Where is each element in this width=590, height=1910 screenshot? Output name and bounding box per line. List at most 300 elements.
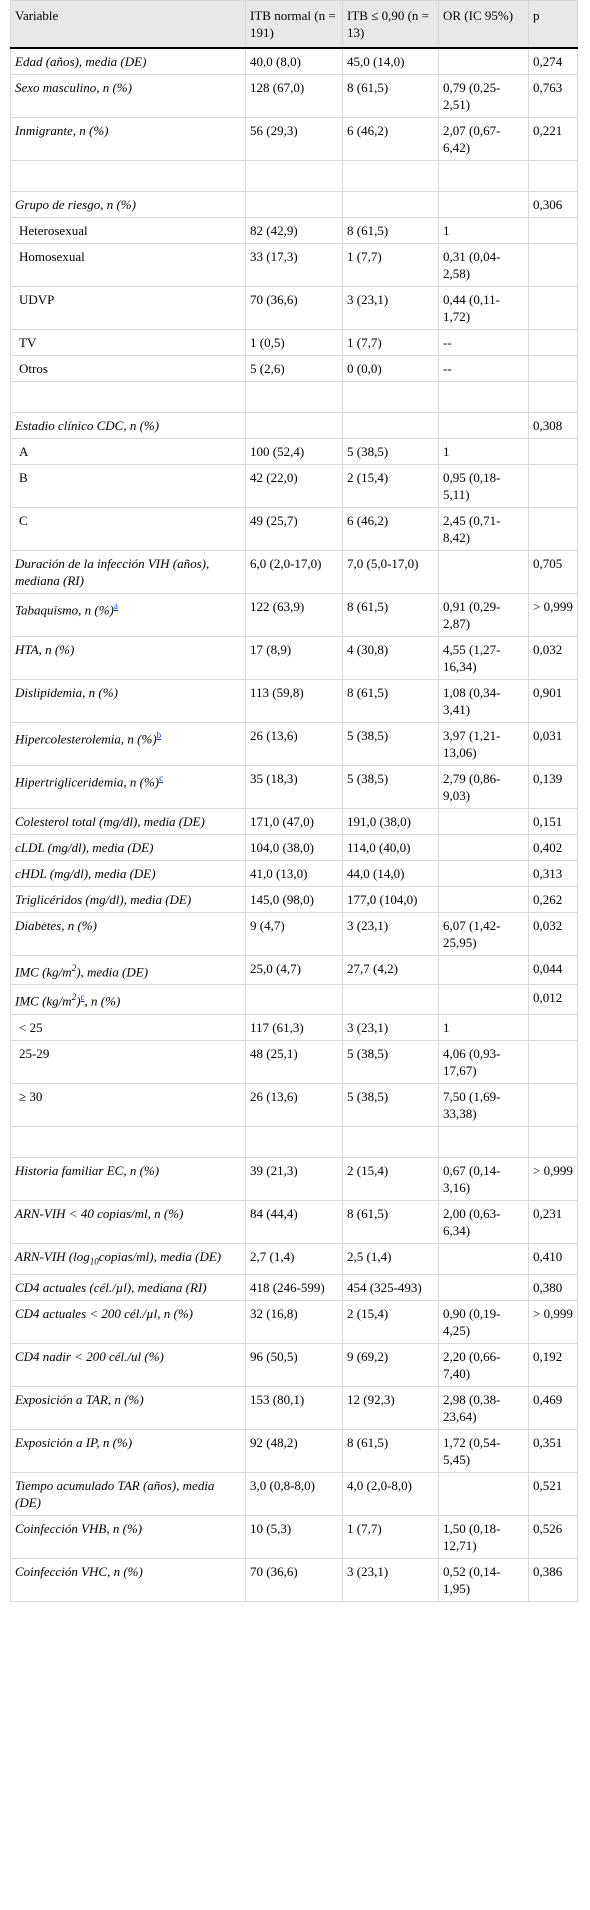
value-cell-c5: 0,221: [529, 118, 578, 161]
value-cell-c2: 418 (246-599): [246, 1275, 343, 1301]
value-cell-c5: 0,313: [529, 861, 578, 887]
value-cell-c5: 0,386: [529, 1559, 578, 1602]
value-cell-c4: 6,07 (1,42-25,95): [439, 913, 529, 956]
value-cell-c3: 8 (61,5): [343, 1430, 439, 1473]
value-cell-c3: 9 (69,2): [343, 1344, 439, 1387]
variable-label: ARN-VIH (log: [15, 1248, 90, 1264]
table-row: [11, 861, 578, 887]
variable-cell: [11, 1430, 246, 1473]
variable-cell: [11, 985, 246, 1014]
variable-cell: [11, 835, 246, 861]
variable-label: Diabetes, n (%): [15, 918, 97, 933]
empty-cell: [343, 382, 439, 413]
variable-label: Hipercolesterolemia: [15, 731, 121, 747]
variable-cell: [11, 1014, 246, 1040]
empty-cell: [343, 1126, 439, 1157]
table-row: [11, 356, 578, 382]
variable-cell: [11, 287, 246, 330]
variable-label: cLDL (mg/dl), media (DE): [15, 840, 154, 855]
value-cell-c4: [439, 956, 529, 985]
value-cell-c2: 128 (67,0): [246, 75, 343, 118]
value-cell-c5: 0,012: [529, 985, 578, 1014]
value-cell-c5: 0,044: [529, 956, 578, 985]
value-cell-c3: 191,0 (38,0): [343, 809, 439, 835]
header-p: p: [529, 1, 578, 49]
spacer-row: [11, 1126, 578, 1157]
table-row: [11, 1040, 578, 1083]
value-cell-c5: [529, 1040, 578, 1083]
variable-label: CD4 nadir < 200 cél./ul (%): [15, 1349, 164, 1365]
value-cell-c3: 6 (46,2): [343, 118, 439, 161]
variable-cell: [11, 356, 246, 382]
value-cell-c3: 8 (61,5): [343, 680, 439, 723]
value-cell-c3: 2 (15,4): [343, 1157, 439, 1200]
value-cell-c2: 113 (59,8): [246, 680, 343, 723]
value-cell-c2: 32 (16,8): [246, 1301, 343, 1344]
variable-cell: [11, 1559, 246, 1602]
value-cell-c5: [529, 508, 578, 551]
value-cell-c3: 45,0 (14,0): [343, 48, 439, 75]
variable-label: Hipertrigliceridemia: [15, 774, 124, 790]
spacer-row: [11, 382, 578, 413]
value-cell-c2: 153 (80,1): [246, 1387, 343, 1430]
variable-fn: b: [156, 730, 162, 740]
variable-label: Otros: [19, 361, 48, 376]
table-row: [11, 465, 578, 508]
value-cell-c4: [439, 48, 529, 75]
variable-label: Exposición a IP, n (%): [15, 1435, 133, 1451]
value-cell-c5: 0,151: [529, 809, 578, 835]
value-cell-c2: 96 (50,5): [246, 1344, 343, 1387]
value-cell-c3: 27,7 (4,2): [343, 956, 439, 985]
value-cell-c2: 70 (36,6): [246, 1559, 343, 1602]
value-cell-c4: [439, 1473, 529, 1516]
value-cell-c2: [246, 192, 343, 218]
table-row: [11, 637, 578, 680]
empty-cell: [246, 382, 343, 413]
table-row: [11, 1243, 578, 1275]
variable-cell: [11, 913, 246, 956]
variable-fn: c: [159, 773, 164, 783]
table-row: [11, 835, 578, 861]
variable-cell: [11, 1243, 246, 1275]
variable-cell: [11, 192, 246, 218]
value-cell-c2: 35 (18,3): [246, 766, 343, 809]
value-cell-c4: [439, 1243, 529, 1275]
value-cell-c5: 0,380: [529, 1275, 578, 1301]
variable-pw: 2: [71, 992, 77, 1003]
value-cell-c2: 117 (61,3): [246, 1014, 343, 1040]
variable-cell: [11, 887, 246, 913]
variable-label: Historia familiar EC, n (%): [15, 1162, 160, 1178]
table-row: [11, 244, 578, 287]
value-cell-c2: 26 (13,6): [246, 1083, 343, 1126]
table-row: [11, 1387, 578, 1430]
variable-cell: [11, 218, 246, 244]
value-cell-c5: [529, 218, 578, 244]
variable-cell: [11, 809, 246, 835]
variable-label: Heterosexual: [19, 223, 88, 238]
value-cell-c2: [246, 985, 343, 1014]
variable-cell: [11, 413, 246, 439]
variable-label: TV: [19, 335, 37, 350]
value-cell-c4: [439, 861, 529, 887]
value-cell-c3: 12 (92,3): [343, 1387, 439, 1430]
value-cell-c4: 1,50 (0,18-12,71): [439, 1516, 529, 1559]
variable-after: , n (%): [78, 602, 114, 618]
value-cell-c3: 7,0 (5,0-17,0): [343, 551, 439, 594]
value-cell-c5: [529, 287, 578, 330]
variable-cell: [11, 508, 246, 551]
value-cell-c5: 0,705: [529, 551, 578, 594]
variable-after: , n (%): [120, 731, 157, 747]
variable-cell: [11, 1301, 246, 1344]
variable-label: IMC (kg/m: [15, 993, 72, 1009]
variable-label: Sexo masculino, n (%): [15, 80, 132, 95]
empty-cell: [343, 161, 439, 192]
value-cell-c2: 10 (5,3): [246, 1516, 343, 1559]
value-cell-c2: 3,0 (0,8-8,0): [246, 1473, 343, 1516]
empty-cell: [246, 161, 343, 192]
value-cell-c3: 8 (61,5): [343, 218, 439, 244]
value-cell-c4: 7,50 (1,69-33,38): [439, 1083, 529, 1126]
variable-label: Coinfección VHC, n (%): [15, 1564, 143, 1580]
value-cell-c3: 8 (61,5): [343, 1200, 439, 1243]
variable-cell: [11, 956, 246, 985]
value-cell-c3: [343, 985, 439, 1014]
value-cell-c5: 0,526: [529, 1516, 578, 1559]
table-row: [11, 723, 578, 766]
empty-cell: [529, 161, 578, 192]
table-row: [11, 287, 578, 330]
table-row: [11, 594, 578, 637]
variable-label: Coinfección VHB, n (%): [15, 1521, 143, 1537]
value-cell-c3: 1 (7,7): [343, 330, 439, 356]
variable-cell: [11, 680, 246, 723]
header-variable: Variable: [11, 1, 246, 49]
value-cell-c5: 0,231: [529, 1200, 578, 1243]
variable-fn: c: [80, 992, 85, 1003]
table-row: [11, 218, 578, 244]
value-cell-c4: 0,90 (0,19-4,25): [439, 1301, 529, 1344]
value-cell-c5: 0,521: [529, 1473, 578, 1516]
variable-label: Dislipidemia, n (%): [15, 685, 118, 700]
variable-label: CD4 actuales (cél./µl), mediana (RI): [15, 1280, 207, 1296]
value-cell-c5: 0,262: [529, 887, 578, 913]
value-cell-c4: 0,67 (0,14-3,16): [439, 1157, 529, 1200]
variable-cell: [11, 439, 246, 465]
value-cell-c5: 0,410: [529, 1243, 578, 1275]
table-row: [11, 809, 578, 835]
value-cell-c5: 0,192: [529, 1344, 578, 1387]
value-cell-c3: 6 (46,2): [343, 508, 439, 551]
value-cell-c3: 1 (7,7): [343, 244, 439, 287]
value-cell-c4: 2,20 (0,66-7,40): [439, 1344, 529, 1387]
value-cell-c2: 9 (4,7): [246, 913, 343, 956]
value-cell-c3: 5 (38,5): [343, 1040, 439, 1083]
value-cell-c5: > 0,999: [529, 1301, 578, 1344]
value-cell-c3: 3 (23,1): [343, 1014, 439, 1040]
variable-cell: [11, 75, 246, 118]
value-cell-c5: 0,306: [529, 192, 578, 218]
value-cell-c4: [439, 413, 529, 439]
table-row: [11, 1430, 578, 1473]
empty-cell: [529, 1126, 578, 1157]
value-cell-c3: 8 (61,5): [343, 75, 439, 118]
variable-cell: [11, 1516, 246, 1559]
variable-after: , n (%): [123, 774, 160, 790]
table-row: [11, 680, 578, 723]
empty-cell: [11, 382, 246, 413]
header-itb-normal: ITB normal (n = 191): [246, 1, 343, 49]
value-cell-c5: 0,901: [529, 680, 578, 723]
value-cell-c4: 1: [439, 439, 529, 465]
table-row: [11, 48, 578, 75]
value-cell-c4: [439, 985, 529, 1014]
value-cell-c5: 0,274: [529, 48, 578, 75]
variable-pw: 2: [71, 963, 77, 973]
value-cell-c2: 171,0 (47,0): [246, 809, 343, 835]
variable-label: Triglicéridos (mg/dl), media (DE): [15, 892, 192, 907]
value-cell-c5: 0,469: [529, 1387, 578, 1430]
table-row: [11, 118, 578, 161]
value-cell-c4: 1,72 (0,54-5,45): [439, 1430, 529, 1473]
variable-cell: [11, 244, 246, 287]
table-row: [11, 1275, 578, 1301]
value-cell-c2: 100 (52,4): [246, 439, 343, 465]
value-cell-c4: 2,79 (0,86-9,03): [439, 766, 529, 809]
value-cell-c4: [439, 887, 529, 913]
variable-cell: [11, 1200, 246, 1243]
value-cell-c3: 5 (38,5): [343, 723, 439, 766]
variable-cell: [11, 1344, 246, 1387]
variable-after: ), media (DE): [76, 964, 149, 980]
table-body: [11, 48, 578, 1602]
value-cell-c3: 4,0 (2,0-8,0): [343, 1473, 439, 1516]
value-cell-c5: 0,763: [529, 75, 578, 118]
table-row: [11, 1301, 578, 1344]
value-cell-c3: 5 (38,5): [343, 766, 439, 809]
value-cell-c4: 1: [439, 1014, 529, 1040]
variable-label: Inmigrante, n (%): [15, 123, 109, 138]
value-cell-c4: 4,55 (1,27-16,34): [439, 637, 529, 680]
value-cell-c3: 5 (38,5): [343, 1083, 439, 1126]
value-cell-c5: [529, 1083, 578, 1126]
value-cell-c4: 4,06 (0,93-17,67): [439, 1040, 529, 1083]
table-row: [11, 985, 578, 1014]
variable-cell: [11, 723, 246, 766]
data-table: [10, 0, 578, 1602]
table-row: [11, 766, 578, 809]
variable-label: Grupo de riesgo, n (%): [15, 197, 136, 212]
value-cell-c2: 39 (21,3): [246, 1157, 343, 1200]
table-row: [11, 1014, 578, 1040]
variable-cell: [11, 465, 246, 508]
table-row: [11, 1516, 578, 1559]
value-cell-c3: 1 (7,7): [343, 1516, 439, 1559]
value-cell-c4: 3,97 (1,21-13,06): [439, 723, 529, 766]
value-cell-c2: 82 (42,9): [246, 218, 343, 244]
value-cell-c5: 0,308: [529, 413, 578, 439]
value-cell-c5: [529, 439, 578, 465]
header-or: OR (IC 95%): [439, 1, 529, 49]
variable-label: Duración de la infección VIH (años), mediana (RI): [15, 556, 210, 588]
value-cell-c2: 1 (0,5): [246, 330, 343, 356]
value-cell-c3: 8 (61,5): [343, 594, 439, 637]
variable-cell: [11, 118, 246, 161]
table-row: [11, 1559, 578, 1602]
value-cell-c2: 84 (44,4): [246, 1200, 343, 1243]
value-cell-c2: 25,0 (4,7): [246, 956, 343, 985]
value-cell-c5: [529, 244, 578, 287]
value-cell-c4: 0,79 (0,25-2,51): [439, 75, 529, 118]
value-cell-c3: [343, 192, 439, 218]
variable-after2: , n (%): [84, 993, 121, 1009]
value-cell-c2: 33 (17,3): [246, 244, 343, 287]
value-cell-c3: 114,0 (40,0): [343, 835, 439, 861]
spacer-row: [11, 161, 578, 192]
variable-label: Exposición a TAR, n (%): [15, 1392, 144, 1408]
table-row: [11, 887, 578, 913]
variable-label: CD4 actuales < 200 cél./µl, n (%): [15, 1306, 194, 1322]
value-cell-c2: 122 (63,9): [246, 594, 343, 637]
value-cell-c3: 5 (38,5): [343, 439, 439, 465]
table-row: [11, 1344, 578, 1387]
table-row: [11, 551, 578, 594]
empty-cell: [439, 1126, 529, 1157]
table-row: [11, 913, 578, 956]
table-row: [11, 1157, 578, 1200]
variable-label: < 25: [19, 1019, 43, 1035]
value-cell-c2: 70 (36,6): [246, 287, 343, 330]
value-cell-c5: 0,139: [529, 766, 578, 809]
variable-label: A: [19, 444, 29, 459]
value-cell-c5: [529, 356, 578, 382]
variable-label: Edad (años), media (DE): [15, 54, 147, 69]
variable-label: 25-29: [19, 1045, 50, 1061]
value-cell-c3: 2 (15,4): [343, 1301, 439, 1344]
variable-label: Colesterol total (mg/dl), media (DE): [15, 814, 205, 829]
value-cell-c2: 56 (29,3): [246, 118, 343, 161]
table-row: [11, 956, 578, 985]
value-cell-c3: 3 (23,1): [343, 1559, 439, 1602]
table-row: [11, 192, 578, 218]
variable-label: C: [19, 513, 28, 528]
value-cell-c4: 0,95 (0,18-5,11): [439, 465, 529, 508]
variable-cell: [11, 1157, 246, 1200]
value-cell-c4: [439, 809, 529, 835]
value-cell-c3: [343, 413, 439, 439]
empty-cell: [11, 161, 246, 192]
value-cell-c2: [246, 413, 343, 439]
value-cell-c3: 454 (325-493): [343, 1275, 439, 1301]
variable-label: Homosexual: [19, 249, 85, 264]
value-cell-c3: 2 (15,4): [343, 465, 439, 508]
empty-cell: [11, 1126, 246, 1157]
variable-cell: [11, 861, 246, 887]
variable-label: ≥ 30: [19, 1088, 43, 1104]
empty-cell: [529, 382, 578, 413]
variable-label: Estadio clínico CDC, n (%): [15, 418, 160, 433]
value-cell-c5: [529, 1014, 578, 1040]
value-cell-c4: 0,91 (0,29-2,87): [439, 594, 529, 637]
variable-label: B: [19, 470, 28, 485]
value-cell-c3: 44,0 (14,0): [343, 861, 439, 887]
value-cell-c4: 1,08 (0,34-3,41): [439, 680, 529, 723]
variable-label: IMC (kg/m: [15, 964, 72, 980]
variable-cell: [11, 1083, 246, 1126]
variable-cell: [11, 766, 246, 809]
value-cell-c5: 0,402: [529, 835, 578, 861]
value-cell-c4: [439, 192, 529, 218]
value-cell-c5: > 0,999: [529, 594, 578, 637]
variable-cell: [11, 1387, 246, 1430]
value-cell-c4: --: [439, 356, 529, 382]
value-cell-c4: 0,44 (0,11-1,72): [439, 287, 529, 330]
value-cell-c5: 0,351: [529, 1430, 578, 1473]
value-cell-c3: 3 (23,1): [343, 913, 439, 956]
value-cell-c4: 2,07 (0,67-6,42): [439, 118, 529, 161]
value-cell-c2: 92 (48,2): [246, 1430, 343, 1473]
value-cell-c4: [439, 835, 529, 861]
value-cell-c2: 6,0 (2,0-17,0): [246, 551, 343, 594]
value-cell-c4: --: [439, 330, 529, 356]
value-cell-c4: 2,00 (0,63-6,34): [439, 1200, 529, 1243]
table-row: [11, 1200, 578, 1243]
value-cell-c5: > 0,999: [529, 1157, 578, 1200]
value-cell-c3: 2,5 (1,4): [343, 1243, 439, 1275]
variable-fn: a: [113, 601, 118, 611]
value-cell-c5: [529, 330, 578, 356]
value-cell-c2: 49 (25,7): [246, 508, 343, 551]
header-itb-low: ITB ≤ 0,90 (n = 13): [343, 1, 439, 49]
value-cell-c4: 2,45 (0,71-8,42): [439, 508, 529, 551]
value-cell-c2: 5 (2,6): [246, 356, 343, 382]
value-cell-c3: 4 (30,8): [343, 637, 439, 680]
value-cell-c3: 0 (0,0): [343, 356, 439, 382]
variable-label: Tabaquismo: [15, 602, 79, 618]
table-row: [11, 413, 578, 439]
empty-cell: [439, 382, 529, 413]
value-cell-c5: 0,032: [529, 637, 578, 680]
value-cell-c2: 41,0 (13,0): [246, 861, 343, 887]
value-cell-c2: 40,0 (8,0): [246, 48, 343, 75]
value-cell-c2: 42 (22,0): [246, 465, 343, 508]
table-row: [11, 1083, 578, 1126]
value-cell-c5: 0,032: [529, 913, 578, 956]
table-row: [11, 439, 578, 465]
value-cell-c2: 145,0 (98,0): [246, 887, 343, 913]
variable-cell: [11, 1473, 246, 1516]
value-cell-c4: 1: [439, 218, 529, 244]
variable-label: cHDL (mg/dl), media (DE): [15, 866, 156, 881]
variable-after: ): [76, 993, 81, 1009]
value-cell-c2: 17 (8,9): [246, 637, 343, 680]
value-cell-c2: 104,0 (38,0): [246, 835, 343, 861]
value-cell-c3: 3 (23,1): [343, 287, 439, 330]
table-row: [11, 508, 578, 551]
value-cell-c4: [439, 1275, 529, 1301]
variable-cell: [11, 551, 246, 594]
value-cell-c4: [439, 551, 529, 594]
variable-after: copias/ml), media (DE): [98, 1248, 222, 1264]
table-header: [11, 1, 578, 49]
value-cell-c4: 0,52 (0,14-1,95): [439, 1559, 529, 1602]
table-row: [11, 330, 578, 356]
variable-label: ARN-VIH < 40 copias/ml, n (%): [15, 1205, 184, 1221]
empty-cell: [246, 1126, 343, 1157]
variable-label: UDVP: [19, 292, 55, 307]
